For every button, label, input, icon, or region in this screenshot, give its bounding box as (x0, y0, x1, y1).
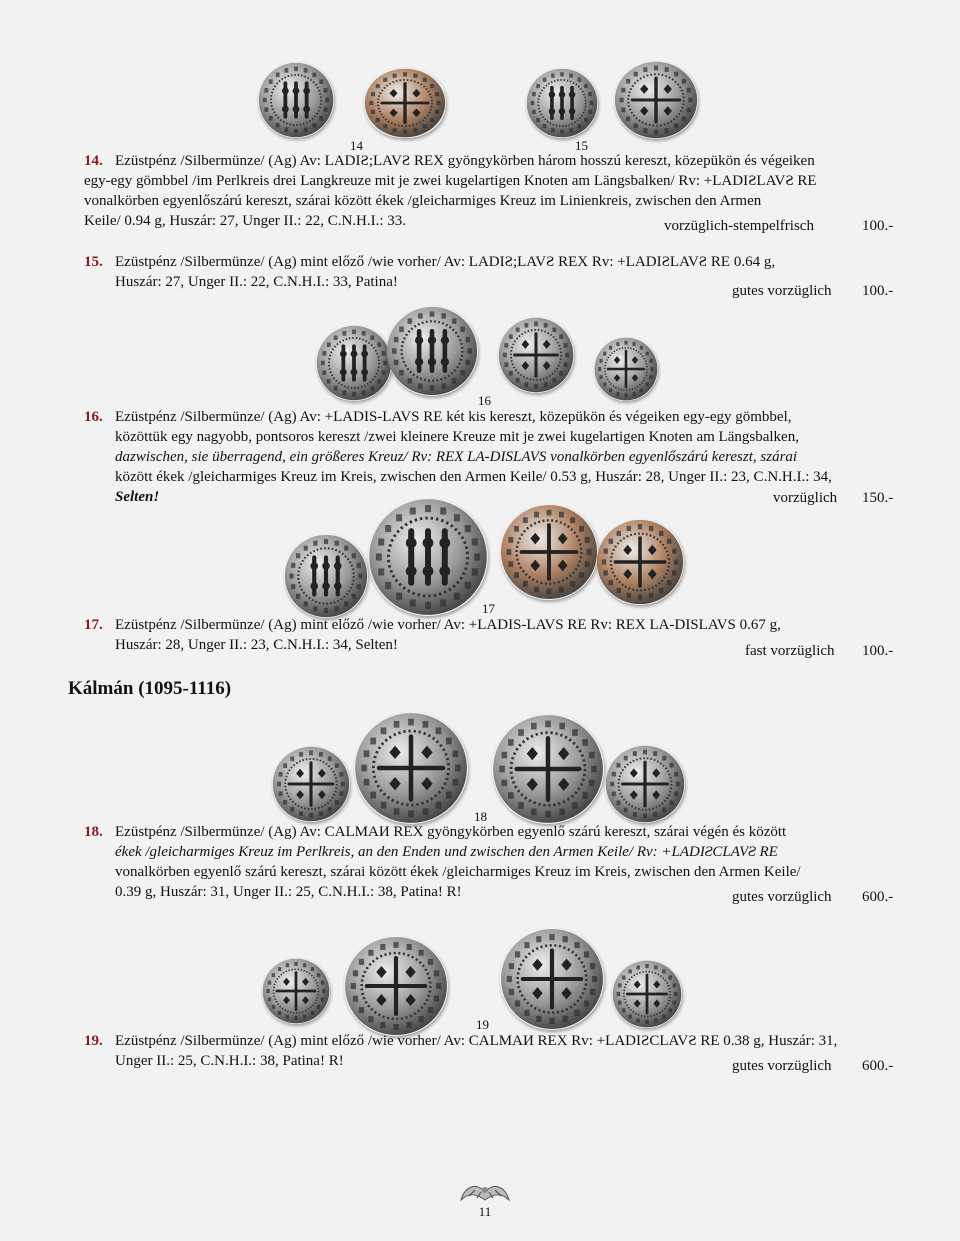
coin-19-reverse-b (612, 960, 682, 1028)
coin-16-obverse-a (316, 325, 392, 401)
grade-15: gutes vorzüglich (732, 283, 832, 299)
figure-number-18: 18 (474, 809, 487, 824)
entry-number: 19. (84, 1033, 103, 1049)
coin-16-obverse-b (386, 306, 478, 396)
grade-19: gutes vorzüglich (732, 1058, 832, 1074)
coin-19-obverse-a (262, 958, 330, 1024)
coin-19-obverse-b (344, 936, 448, 1036)
entry-line: dazwischen, sie überragend, ein größeres Kreuz/ Rv: REX LA-DISLAVS vonalkörben egyenlőszárú kereszt, szárai (115, 449, 798, 465)
entry-line: vonalkörben egyenlőszárú kereszt, szárai között ékek /gleicharmiges Kreuz im Linienkreis, zwischen den Armen (84, 193, 762, 209)
section-heading: Kálmán (1095-1116) (68, 678, 232, 699)
entry-16 (84, 407, 884, 507)
entry-number: 17. (84, 617, 103, 633)
price-16: 150.- (862, 490, 894, 506)
figure-number-19: 19 (476, 1017, 489, 1032)
entry-number: 14. (84, 153, 103, 169)
page-number: 11 (478, 1204, 492, 1219)
entry-line: Ezüstpénz /Silbermünze/ (Ag) Av: LADIƧ;LAVƧ REX gyöngykörben három hosszú kereszt, közepükön és végeiken (115, 153, 815, 169)
page-footer (455, 1178, 515, 1234)
entry-line: Unger II.: 25, C.N.H.I.: 38, Patina! R! (115, 1053, 344, 1069)
entry-line: egy-egy gömbbel /im Perlkreis drei Langkreuze mit je zwei kugelartigen Knoten am Längsbalken/ Rv: +LADIƧLAVƧ RE (84, 173, 817, 189)
coin-17-reverse-b (596, 519, 684, 605)
entry-line: Ezüstpénz /Silbermünze/ (Ag) mint előző /wie vorher/ Av: CALMAИ REX Rv: +LADIƧCLAVƧ RE 0.38 g, Huszár: 31, (115, 1033, 838, 1049)
price-18: 600.- (862, 889, 894, 905)
coin-15-reverse (614, 61, 698, 139)
figure-number-16: 16 (478, 393, 491, 408)
coin-18-obverse-a (272, 746, 350, 822)
entry-line: Huszár: 28, Unger II.: 23, C.N.H.I.: 34, Selten! (115, 637, 398, 653)
coin-17-obverse-b (368, 498, 488, 616)
coin-16-reverse-a (498, 317, 574, 393)
coin-14-obverse (258, 62, 334, 138)
entry-line: Ezüstpénz /Silbermünze/ (Ag) mint előző /wie vorher/ Av: +LADIS-LAVS RE Rv: REX LA-DISLAVS 0.67 g, (115, 617, 781, 633)
entry-number: 18. (84, 824, 103, 840)
price-15: 100.- (862, 283, 894, 299)
grade-14: vorzüglich-stempelfrisch (664, 218, 814, 234)
coin-19-reverse-a (500, 928, 604, 1030)
entry-number: 16. (84, 409, 103, 425)
coin-16-reverse-b (594, 337, 658, 401)
coin-18-reverse-a (492, 714, 604, 824)
price-19: 600.- (862, 1058, 894, 1074)
entry-number: 15. (84, 254, 103, 270)
entry-line: közöttük egy nagyobb, pontsoros kereszt /zwei kleinere Kreuze mit je zwei kugelartigen Knoten am Längsbalken, (115, 429, 799, 445)
price-14: 100.- (862, 218, 894, 234)
price-17: 100.- (862, 643, 894, 659)
coin-14-reverse (364, 68, 446, 138)
entry-line: Ezüstpénz /Silbermünze/ (Ag) mint előző /wie vorher/ Av: LADIƧ;LAVƧ REX Rv: +LADIƧLAVƧ RE 0.64 g, (115, 254, 776, 270)
coin-17-reverse-a (500, 504, 598, 600)
entry-line: vonalkörben egyenlő szárú kereszt, szárai között ékek /gleicharmiges Kreuz im Kreis, zwischen den Armen Keile/ (115, 864, 801, 880)
coin-18-obverse-b (354, 712, 468, 824)
entry-line: Keile/ 0.94 g, Huszár: 27, Unger II.: 22, C.N.H.I.: 33. (84, 213, 407, 229)
entry-line: Selten! (115, 489, 160, 505)
coin-18-reverse-b (605, 745, 685, 823)
entry-line: Huszár: 27, Unger II.: 22, C.N.H.I.: 33, Patina! (115, 274, 398, 290)
entry-line: ékek /gleicharmiges Kreuz im Perlkreis, an den Enden und zwischen den Armen Keile/ Rv: +LADIƧCLAVƧ RE (115, 844, 778, 860)
figure-number-17: 17 (482, 601, 495, 616)
entry-line: Ezüstpénz /Silbermünze/ (Ag) Av: CALMAИ REX gyöngykörben egyenlő szárú kereszt, szárai végén és között (115, 824, 787, 840)
entry-line: Ezüstpénz /Silbermünze/ (Ag) Av: +LADIS-LAVS RE két kis kereszt, közepükön és végeiken egy-egy gömbbel, (115, 409, 792, 425)
entry-line: 0.39 g, Huszár: 31, Unger II.: 25, C.N.H.I.: 38, Patina! R! (115, 884, 462, 900)
grade-18: gutes vorzüglich (732, 889, 832, 905)
ornament-icon (455, 1178, 515, 1204)
grade-17: fast vorzüglich (745, 643, 835, 659)
figure-number-15: 15 (575, 138, 588, 153)
entry-line: között ékek /gleicharmiges Kreuz im Kreis, zwischen den Armen Keile/ 0.53 g, Huszár: 28, Unger II.: 23, C.N.H.I.: 34, (115, 469, 832, 485)
grade-16: vorzüglich (773, 490, 838, 506)
coin-15-obverse (526, 68, 598, 138)
coin-17-obverse-a (284, 534, 368, 618)
figure-number-14: 14 (350, 138, 363, 153)
